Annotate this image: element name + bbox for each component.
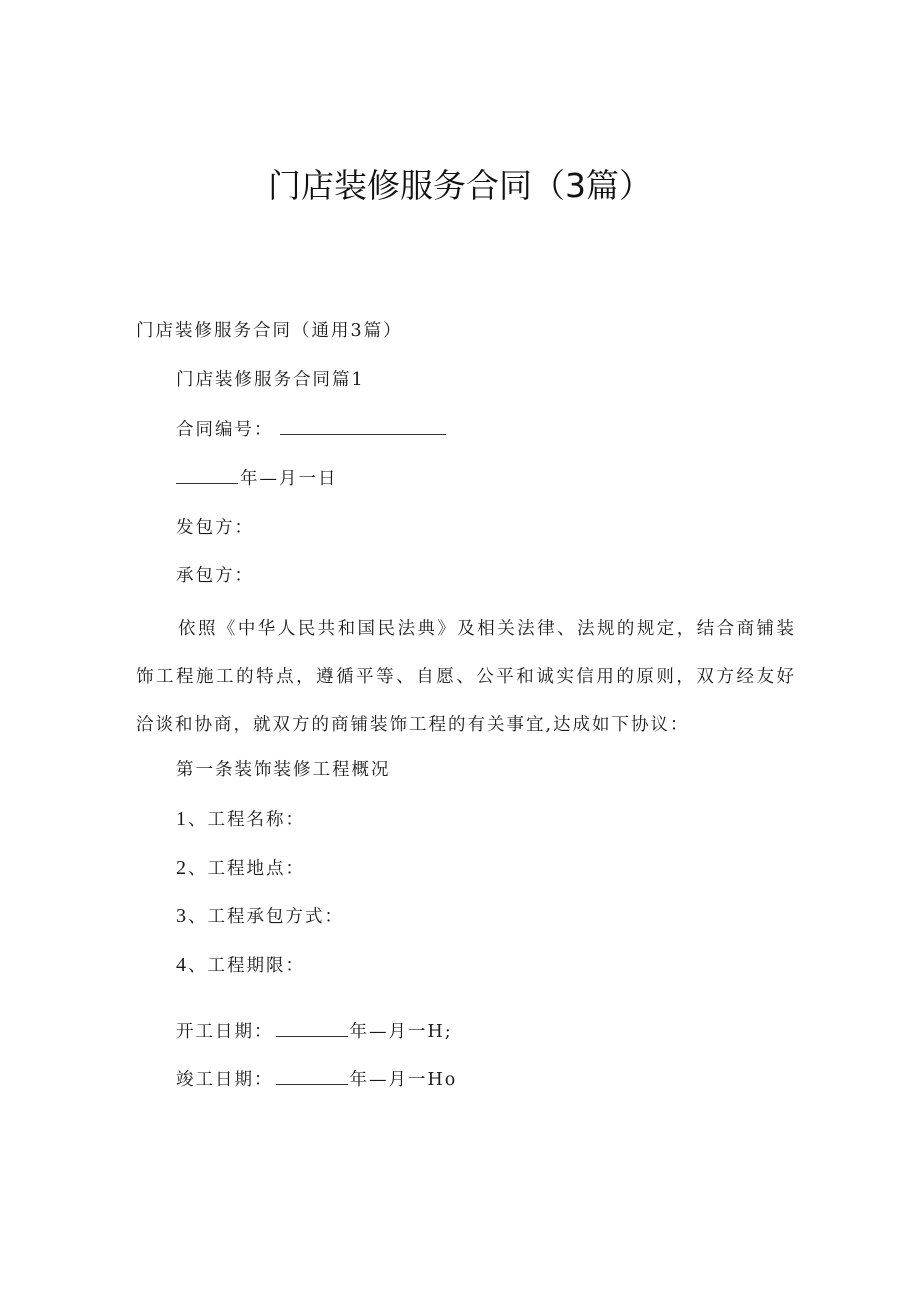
date-text: 年—月一日	[240, 469, 338, 489]
section1-item	[176, 952, 305, 977]
contract-number-line	[176, 416, 448, 441]
item-number: 2	[176, 857, 188, 879]
contract-number-blank	[280, 418, 446, 435]
item-number: 4	[176, 954, 188, 976]
item-text: 、工程地点：	[188, 859, 305, 879]
section1-heading: 第一条装饰装修工程概况	[176, 760, 391, 780]
date-line	[176, 465, 338, 490]
start-date-blank	[276, 1020, 348, 1037]
item-text: 、工程期限：	[188, 956, 305, 976]
intro-paragraph: 依照《中华人民共和国民法典》及相关法律、法规的规定，结合商铺装饰工程施工的特点，遵循平等、自愿、公平和诚实信用的原则，双方经友好洽谈和协商，就双方的商铺装饰工程的有关事宜,达成如下协议：	[136, 619, 796, 735]
end-date-suffix: 年—月一Ho	[349, 1070, 458, 1090]
contractor-label: 承包方：	[176, 566, 254, 586]
document-subtitle: 门店装修服务合同（通用3篇）	[136, 321, 403, 341]
section1-item	[176, 903, 344, 928]
end-date-line	[176, 1066, 457, 1091]
start-date-label: 开工日期：	[176, 1022, 274, 1042]
article-heading: 门店装修服务合同篇1	[176, 370, 365, 390]
item-text: 、工程名称：	[188, 810, 305, 830]
year-blank	[176, 467, 238, 484]
document-title: 门店装修服务合同（3篇）	[268, 166, 652, 205]
item-number: 1	[176, 808, 188, 830]
end-date-blank	[276, 1068, 348, 1085]
end-date-label: 竣工日期：	[176, 1070, 274, 1090]
start-date-suffix: 年—月一H;	[349, 1022, 453, 1042]
item-text: 、工程承包方式：	[188, 907, 344, 927]
section1-item	[176, 855, 305, 880]
item-number: 3	[176, 905, 188, 927]
section1-item	[176, 806, 305, 831]
contract-number-label: 合同编号：	[176, 420, 274, 440]
start-date-line	[176, 1018, 453, 1043]
employer-label: 发包方：	[176, 518, 254, 538]
